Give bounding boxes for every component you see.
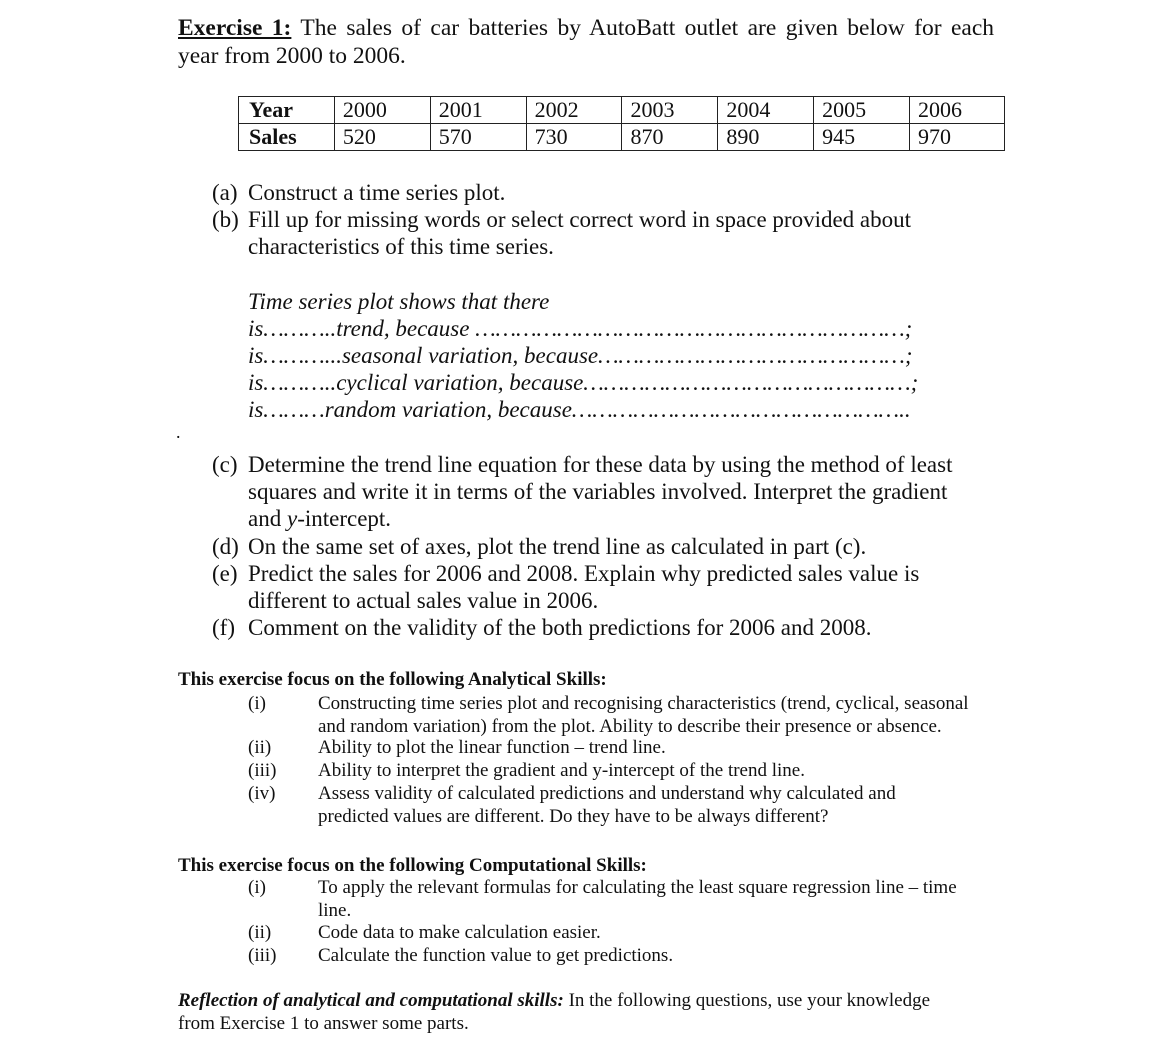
table-row-year — [239, 97, 1005, 124]
skill-text: and random variation) from the plot. Ability to describe their presence or absence. — [318, 716, 942, 737]
question-text: On the same set of axes, plot the trend line as calculated in part (c). — [248, 534, 867, 559]
stray-mark: . — [176, 422, 181, 442]
analytical-skill-item — [248, 759, 994, 782]
analytical-skill-item — [248, 782, 994, 828]
skill-text: Ability to interpret the gradient and y-intercept of the trend line. — [318, 760, 805, 781]
skill-text: line. — [318, 900, 352, 921]
table-cell-sales: 730 — [526, 124, 622, 151]
table-cell-year: 2003 — [622, 97, 718, 124]
skill-number: (iii) — [248, 760, 277, 781]
table-cell-year: 2005 — [814, 97, 910, 124]
text-variable: y — [286, 506, 298, 531]
table-cell-year: 2001 — [430, 97, 526, 124]
question-c — [212, 451, 994, 532]
skill-text: Assess validity of calculated predictions and understand why calculated and — [318, 783, 896, 804]
table-cell-year: 2004 — [718, 97, 814, 124]
question-text: Construct a time series plot. — [248, 180, 506, 205]
skill-text: Code data to make calculation easier. — [318, 922, 601, 943]
analytical-skill-item — [248, 736, 994, 759]
skill-text: Calculate the function value to get predictions. — [318, 945, 674, 966]
exercise-intro-line1 — [178, 14, 994, 42]
skill-number: (ii) — [248, 922, 272, 943]
table-cell-year: 2006 — [910, 97, 1005, 124]
fill-in-line-cyclical: is………..cyclical variation, because…………………………………………; — [248, 370, 919, 395]
reflection-label: Reflection of analytical and computational skills: — [178, 990, 564, 1011]
reflection-text: In the following questions, use your knowledge — [563, 990, 931, 1011]
skill-number: (iv) — [248, 783, 276, 804]
question-text-last — [248, 505, 994, 532]
fill-in-line-random: is………random variation, because………………………………………….. — [248, 397, 911, 422]
sales-table — [238, 96, 1005, 151]
question-text: Determine the trend line equation for these data by using the method of least — [248, 452, 953, 477]
question-label: (c) — [212, 452, 238, 477]
analytical-skills-title: This exercise focus on the following Analytical Skills: — [178, 669, 607, 690]
computational-skill-item — [248, 944, 994, 967]
question-label: (d) — [212, 534, 239, 559]
question-text: characteristics of this time series. — [248, 234, 554, 259]
skill-text: predicted values are different. Do they have to be always different? — [318, 806, 829, 827]
text-segment: and — [248, 506, 287, 531]
fill-in-line-seasonal: is………...seasonal variation, because………………………………………; — [248, 343, 913, 368]
table-row-sales — [239, 124, 1005, 151]
table-cell-sales: 970 — [910, 124, 1005, 151]
question-a — [212, 179, 994, 206]
fill-in-lead: Time series plot shows that there — [248, 289, 550, 314]
question-f — [212, 614, 994, 641]
table-cell-sales: 870 — [622, 124, 718, 151]
question-text: squares and write it in terms of the variables involved. Interpret the gradient — [248, 479, 948, 504]
skill-text: Constructing time series plot and recognising characteristics (trend, cyclical, seasonal — [318, 693, 969, 714]
table-cell-year: 2000 — [334, 97, 430, 124]
reflection-line1 — [178, 989, 994, 1013]
table-cell-sales: 520 — [334, 124, 430, 151]
skill-number: (ii) — [248, 737, 272, 758]
table-cell-sales: 945 — [814, 124, 910, 151]
table-row-header: Sales — [239, 124, 335, 151]
question-text: Predict the sales for 2006 and 2008. Explain why predicted sales value is — [248, 561, 920, 586]
computational-skills-title: This exercise focus on the following Computational Skills: — [178, 855, 647, 876]
computational-skill-item — [248, 876, 994, 922]
question-e — [212, 560, 994, 614]
question-b — [212, 206, 994, 260]
skill-text: To apply the relevant formulas for calculating the least square regression line – time — [318, 877, 957, 898]
question-text: different to actual sales value in 2006. — [248, 588, 599, 613]
skill-number: (i) — [248, 877, 266, 898]
question-label: (a) — [212, 180, 238, 205]
table-cell-year: 2002 — [526, 97, 622, 124]
exercise-intro-line2: year from 2000 to 2006. — [178, 43, 406, 69]
analytical-skill-item — [248, 692, 994, 738]
question-text: Comment on the validity of the both predictions for 2006 and 2008. — [248, 615, 872, 640]
exercise-label: Exercise 1: — [178, 15, 292, 41]
skill-number: (iii) — [248, 945, 277, 966]
fill-in-line-trend: is………..trend, because ………………………………………………………; — [248, 316, 913, 341]
table-cell-sales: 570 — [430, 124, 526, 151]
question-d — [212, 533, 994, 560]
table-row-header: Year — [239, 97, 335, 124]
computational-skill-item — [248, 921, 994, 944]
question-label: (e) — [212, 561, 238, 586]
skill-text: Ability to plot the linear function – trend line. — [318, 737, 666, 758]
skill-number: (i) — [248, 693, 266, 714]
table-cell-sales: 890 — [718, 124, 814, 151]
question-label: (f) — [212, 615, 235, 640]
question-text: Fill up for missing words or select correct word in space provided about — [248, 207, 912, 232]
exercise-intro-text: The sales of car batteries by AutoBatt outlet are given below for each — [300, 15, 994, 41]
question-label: (b) — [212, 207, 239, 232]
text-segment: -intercept. — [297, 506, 392, 531]
reflection-line2: from Exercise 1 to answer some parts. — [178, 1013, 469, 1034]
